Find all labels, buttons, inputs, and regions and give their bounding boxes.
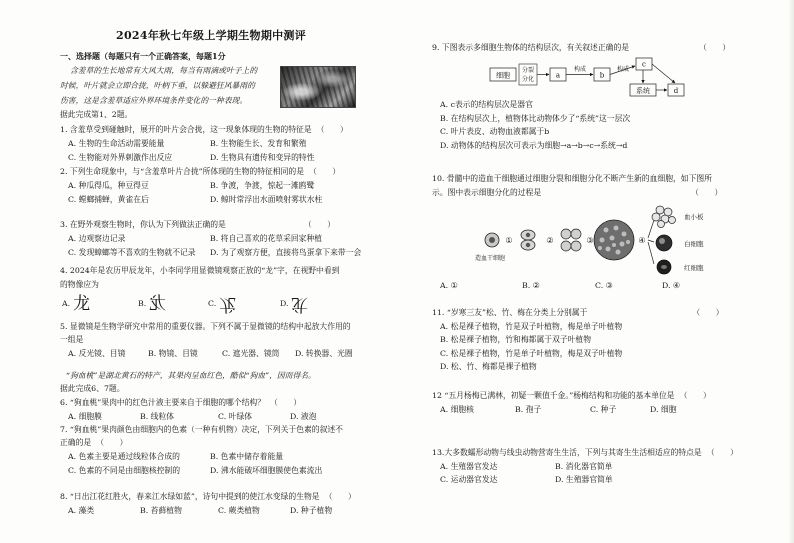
dragon-glyph-upright: 龙 <box>73 294 91 314</box>
option-label: A. <box>62 299 71 308</box>
passage-line: 伤害，这是含羞草适应外界环境条件变化的一种表现。 <box>60 96 248 105</box>
passage-line: 时候，叶片就会立即合拢，叶柄下垂，以躲避狂风暴雨的 <box>60 81 255 90</box>
question-12-stem <box>432 391 711 401</box>
q10-option-c: C. ③ <box>595 281 613 290</box>
q5-option-b: B. 物镜、目镜 <box>148 349 198 358</box>
passage-note: 据此完成6、7题。 <box>60 384 125 393</box>
rbc-center <box>661 265 667 269</box>
q4-option-a <box>62 295 90 313</box>
b-label: b <box>599 71 605 80</box>
question-5-stem-cont: 一组是 <box>60 335 84 344</box>
form-label-2: 构成 <box>616 66 630 73</box>
question-text: 正确的是 <box>60 438 92 447</box>
q5-option-a: A. 反光镜、目镜 <box>68 349 126 358</box>
c-label: c <box>642 60 646 69</box>
question-text: 8. “日出江花红胜火，春来江水绿如蓝”，诗句中提到的使江水变绿的生物是 <box>60 492 320 501</box>
q6-option-b: B. 线粒体 <box>140 412 175 421</box>
answer-bracket: （ ） <box>270 398 302 407</box>
q2-option-a: A. 种瓜得瓜，种豆得豆 <box>68 181 149 190</box>
question-text: 3. 在野外观察生物时，你认为下列做法正确的是 <box>60 220 226 229</box>
dragon-glyph-rotated: 龙 <box>291 294 309 314</box>
question-text: 12 “五月杨梅已满林，初疑一颗值千金。”杨梅结构和功能的基本单位是 <box>432 391 675 400</box>
platelet-cluster <box>652 206 676 228</box>
cell-label: 细胞 <box>496 71 510 80</box>
option-label: B. <box>138 299 147 308</box>
answer-bracket: （ ） <box>309 167 341 176</box>
answer-bracket: （ ） <box>706 448 738 457</box>
question-text: 示。图中表示细胞分化的过程是 <box>432 188 542 197</box>
q8-option-c: C. 蕨类植物 <box>218 506 260 515</box>
q13-option-a: A. 生殖器官发达 <box>440 462 498 471</box>
q4-option-c <box>208 295 236 313</box>
passage-line: “狗血桃”是湖北黄石的特产，其果肉呈血红色，酷似“狗血”，因而得名。 <box>66 371 316 380</box>
q7-option-c: C. 色素的不同是由细胞核控制的 <box>68 466 181 475</box>
q13-option-c: C. 运动器官发达 <box>440 475 498 484</box>
q6-option-d: D. 液泡 <box>290 412 317 421</box>
q3-option-c: C. 发现蟑螂等不喜欢的生物就不记录 <box>68 248 196 257</box>
q9-option-b: B. 在结构层次上，植物体比动物体少了“系统”这一层次 <box>440 114 631 123</box>
q6-option-a: A. 细胞膜 <box>68 412 102 421</box>
q1-option-a: A. 生物的生命活动需要能量 <box>68 139 165 148</box>
q3-option-d: D. 为了观察方便，直接将鸟蛋拿下来带一会 <box>210 248 362 257</box>
answer-bracket: （ ） <box>316 125 348 134</box>
q8-option-d: D. 种子植物 <box>290 506 333 515</box>
q12-option-d: D. 细胞 <box>650 405 677 414</box>
q8-option-b: B. 苔藓植物 <box>140 506 182 515</box>
q12-option-a: A. 细胞核 <box>440 405 474 414</box>
q9-option-c: C. 叶片表皮、动物血液都属于b <box>440 127 550 136</box>
q10-option-d: D. ④ <box>662 281 680 290</box>
structure-level-diagram <box>480 56 690 100</box>
question-text: 1. 含羞草受到碰触时，展开的叶片会合拢，这一现象体现的生物的特征是 <box>60 125 312 134</box>
q9-option-d: D. 动物体的结构层次可表示为细胞→a→b→c→系统→d <box>440 141 628 150</box>
daughter-cell <box>561 241 571 251</box>
arrow-c-to-d <box>652 64 675 83</box>
question-10-stem: 10. 骨髓中的造血干细胞通过细胞分裂和细胞分化不断产生新的血细胞，如下图所 <box>432 174 712 183</box>
answer-bracket: （ ） <box>303 220 336 229</box>
wbc-nucleus <box>659 238 665 244</box>
system-label: 系统 <box>636 87 650 95</box>
q11-option-b: B. 松是裸子植物，竹和梅都属于双子叶植物 <box>440 335 592 344</box>
q1-option-b: B. 生物能生长、发育和繁殖 <box>210 139 307 148</box>
question-2-stem <box>60 167 340 177</box>
cell-nucleus <box>526 243 530 247</box>
step-3-marker: ③ <box>586 236 594 245</box>
section-heading: 一、选择题（每题只有一个正确答案，每题1分 <box>60 51 226 61</box>
answer-bracket: （ ） <box>692 308 724 317</box>
q13-option-b: B. 消化器官简单 <box>555 462 613 471</box>
cell-nucleus <box>526 233 530 237</box>
arrow-to-wbc <box>648 240 654 242</box>
q9-option-a: A. c表示的结构层次是器官 <box>440 100 533 109</box>
q10-option-b: B. ② <box>522 281 540 290</box>
question-3-stem <box>60 220 335 230</box>
mimosa-photo <box>280 66 356 108</box>
question-text: 11. “岁寒三友”松、竹、梅在分类上分别属于 <box>432 308 588 317</box>
q4-option-d <box>280 295 308 313</box>
a-label: a <box>555 71 561 80</box>
divide-label: 分裂 <box>521 67 535 74</box>
question-4-stem: 4. 2024年是农历甲辰龙年，小李同学用显微镜观察正放的“龙”字，在视野中看到 <box>60 266 340 275</box>
step-1-marker: ① <box>505 236 513 245</box>
q2-option-d: D. 鲸时常浮出水面喷射雾状水柱 <box>210 195 323 204</box>
q7-option-a: A. 色素主要是通过线粒体合成的 <box>68 452 180 461</box>
q7-option-d: D. 沸水能破坏细胞膜使色素流出 <box>210 466 323 475</box>
paper-title: 2024年秋七年级上学期生物期中测评 <box>116 29 307 42</box>
differentiate-label: 分化 <box>521 76 535 83</box>
q10-option-a: A. ① <box>440 281 458 290</box>
question-1-stem <box>60 125 348 135</box>
scan-edge-shadow <box>788 0 794 543</box>
question-6-stem <box>60 398 301 408</box>
q12-option-c: C. 种子 <box>590 405 617 414</box>
q1-option-d: D. 生物具有遗传和变异的特性 <box>210 153 315 162</box>
wbc-label: 白细胞 <box>684 240 704 248</box>
q5-option-c: C. 遮光器、镜筒 <box>222 349 280 358</box>
stem-cell-label: 造血干细胞 <box>474 255 506 262</box>
passage-note: 据此完成第1、2题。 <box>60 110 133 119</box>
question-9-stem <box>432 43 730 53</box>
q2-option-c: C. 螳螂捕蝉，黄雀在后 <box>68 195 149 204</box>
question-8-stem <box>60 492 356 502</box>
question-7-stem-cont <box>60 438 127 448</box>
dragon-glyph-mirrored: 龙 <box>149 294 167 314</box>
passage-line: 含羞草的生长地常有大风大雨，每当有雨滴或叶子上的 <box>70 66 258 75</box>
answer-bracket: （ ） <box>679 391 711 400</box>
q11-option-a: A. 松是裸子植物，竹是双子叶植物，梅是单子叶植物 <box>440 322 623 331</box>
q1-option-c: C. 生物能对外界刺激作出反应 <box>68 153 173 162</box>
rbc-label: 红细胞 <box>684 264 704 272</box>
q8-option-a: A. 藻类 <box>68 506 95 515</box>
option-label: C. <box>208 299 217 308</box>
arrow-to-platelet <box>648 220 654 238</box>
question-7-stem: 7. “狗血桃”果肉颜色由细胞内的色素（一种有机物）决定，下列关于色素的叙述不 <box>60 425 343 434</box>
arrow-to-rbc <box>648 242 654 264</box>
q6-option-c: C. 叶绿体 <box>218 412 253 421</box>
stem-cell-nucleus <box>489 237 495 243</box>
question-11-stem <box>432 308 724 318</box>
question-text: 6. “狗血桃”果肉中的红色汁液主要来自于细胞的哪个结构？ <box>60 398 266 407</box>
form-label-1: 构成 <box>573 66 587 73</box>
q4-option-b <box>138 295 166 313</box>
question-13-stem <box>432 448 738 458</box>
platelet-label: 血小板 <box>684 213 704 221</box>
daughter-cell <box>571 241 581 251</box>
question-text: 9. 下图表示多细胞生物体的结构层次，有关叙述正确的是 <box>432 43 630 52</box>
q3-option-a: A. 边观察边记录 <box>68 234 126 243</box>
daughter-cell <box>561 229 571 239</box>
q11-option-d: D. 松、竹、梅都是裸子植物 <box>440 362 537 371</box>
answer-bracket: （ ） <box>699 43 731 52</box>
question-text: 13.大多数蠕形动物与线虫动物营寄生生活，下列与其寄生生活相适应的特点是 <box>432 448 702 457</box>
answer-bracket: （ ） <box>96 438 128 447</box>
option-label: D. <box>280 299 289 308</box>
answer-bracket: （ ） <box>691 188 723 197</box>
q11-option-c: C. 松是裸子植物，竹是单子叶植物，梅是双子叶植物 <box>440 349 623 358</box>
question-5-stem: 5. 显微镜是生物学研究中常用的重要仪器。下列不属于显微镜的结构中起放大作用的 <box>60 322 351 331</box>
question-text: 2. 下列生命现象中，与“含羞草叶片合拢”所体现的生物的特征相同的是 <box>60 167 304 176</box>
q12-option-b: B. 孢子 <box>515 405 542 414</box>
q3-option-b: B. 将自己喜欢的花草采回家种植 <box>210 234 323 243</box>
q5-option-d: D. 转换器、光圈 <box>295 349 353 358</box>
answer-bracket: （ ） <box>324 492 356 501</box>
daughter-cell <box>571 229 581 239</box>
dragon-glyph-flipped: 龙 <box>219 294 237 314</box>
q13-option-d: D. 生殖器官简单 <box>555 475 613 484</box>
d-label: d <box>673 87 679 95</box>
step-2-marker: ② <box>546 236 554 245</box>
q7-option-b: B. 色素中储存着能量 <box>210 452 284 461</box>
blood-cell-differentiation-diagram <box>470 198 732 278</box>
q2-option-b: B. 争渡，争渡，惊起一滩鸥鹭 <box>210 181 315 190</box>
question-10-stem-cont <box>432 188 722 198</box>
step-4-marker: ④ <box>638 236 646 245</box>
question-4-stem-cont: 的物像应为 <box>60 280 99 289</box>
